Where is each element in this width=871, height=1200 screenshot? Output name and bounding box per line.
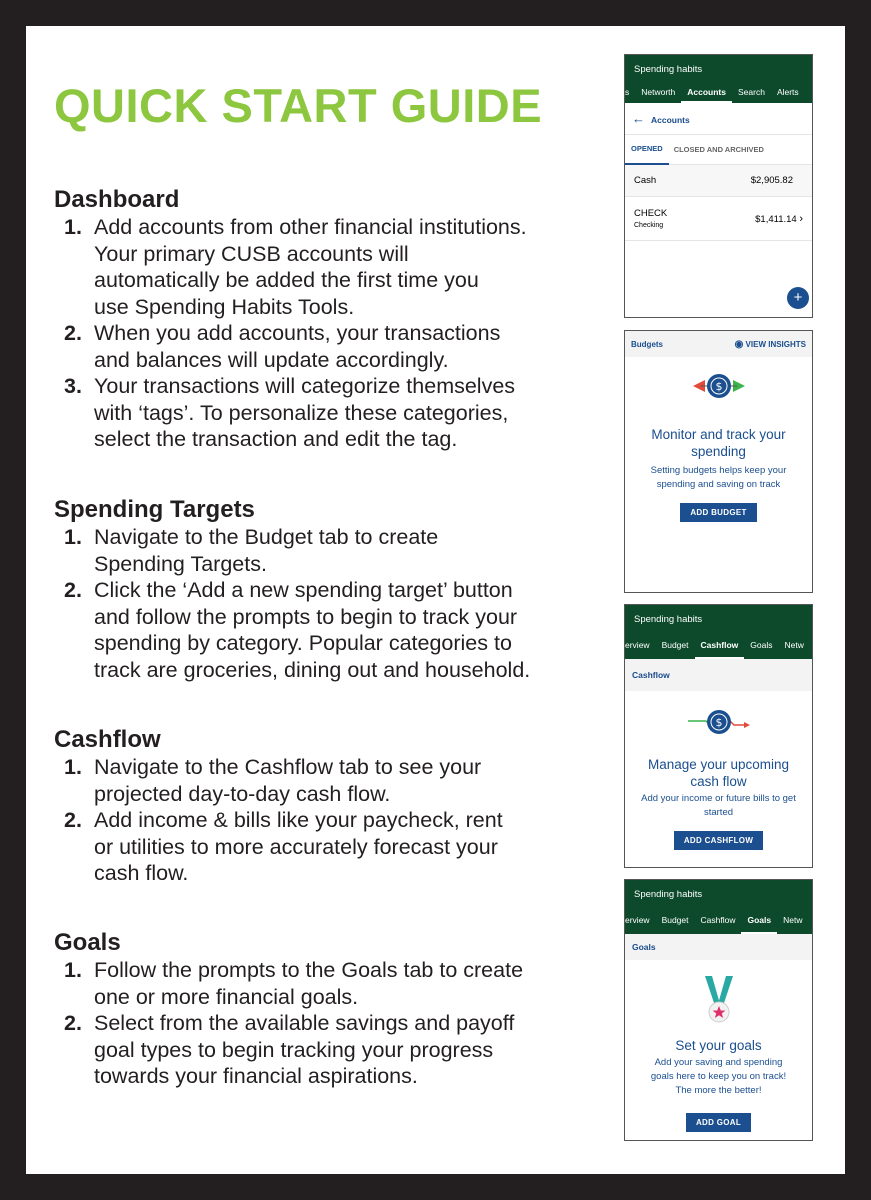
account-row[interactable]	[625, 165, 812, 197]
view-insights-link[interactable]: ◉ VIEW INSIGHTS	[734, 338, 806, 350]
step-item: 2. Add income & bills like your paycheck, rent or utilities to more accurately forecast your cash flow.	[64, 808, 503, 885]
accounts-header	[625, 103, 812, 135]
tab-goals[interactable]: Goals	[741, 906, 777, 934]
tab-alerts[interactable]: Alerts	[776, 87, 799, 97]
section-spending-targets	[54, 496, 614, 683]
add-budget-button[interactable]: ADD BUDGET	[680, 503, 756, 522]
tab-networth[interactable]: Networth	[641, 87, 676, 97]
quick-start-page	[26, 26, 845, 1174]
add-cashflow-button[interactable]: ADD CASHFLOW	[674, 831, 763, 850]
chevron-right-icon[interactable]: ›	[799, 212, 803, 225]
svg-text:$: $	[715, 380, 722, 393]
step-item: 1. Follow the prompts to the Goals tab to create one or more financial goals.	[64, 958, 524, 1009]
steps-list	[64, 524, 614, 683]
tab-overview[interactable]: erview	[625, 915, 650, 925]
add-goal-button[interactable]: ADD GOAL	[686, 1113, 751, 1132]
goals-empty-desc: Add your saving and spending goals here to keep you on track! The more the better!	[650, 1057, 787, 1096]
goals-subheader: Goals	[625, 934, 812, 960]
budgets-empty-title: Monitor and track your spending	[651, 427, 786, 459]
tab-bar	[625, 906, 812, 934]
account-type: Checking	[634, 221, 664, 229]
account-row[interactable]	[625, 197, 812, 241]
tab-search[interactable]: Search	[738, 87, 765, 97]
cashflow-empty-title: Manage your upcoming cash flow	[647, 757, 790, 789]
accounts-screenshot	[624, 54, 813, 318]
tab-opened[interactable]: OPENED	[625, 135, 669, 165]
guide-title: QUICK START GUIDE	[54, 79, 543, 132]
app-bar	[625, 55, 812, 103]
account-name: Cash	[634, 175, 657, 186]
step-item: 1. Navigate to the Budget tab to create Spending Targets.	[64, 525, 439, 576]
section-goals	[54, 929, 614, 1090]
step-item: 1. Navigate to the Cashflow tab to see your projected day-to-day cash flow.	[64, 755, 482, 806]
section-heading: Cashflow	[54, 726, 161, 753]
account-amount: $2,905.82	[750, 175, 793, 186]
budgets-screenshot	[624, 330, 813, 593]
app-bar	[625, 880, 812, 934]
budget-illustration-icon	[689, 371, 749, 401]
app-title: Spending habits	[634, 64, 703, 75]
add-account-fab[interactable]: +	[787, 287, 809, 309]
account-amount: $1,411.14	[755, 213, 797, 225]
goals-empty-title: Set your goals	[675, 1038, 762, 1053]
tab-bar	[625, 631, 812, 659]
tab-accounts[interactable]: Accounts	[681, 81, 732, 103]
tab-overview[interactable]: erview	[625, 640, 650, 650]
cashflow-empty-desc: Add your income or future bills to get started	[641, 793, 796, 818]
step-item: 2. When you add accounts, your transactions and balances will update accordingly.	[64, 321, 501, 372]
step-item: 1. Add accounts from other financial institutions. Your primary CUSB accounts will automatically be added the first time you use Spending Habits Tools.	[64, 215, 527, 319]
section-dashboard	[54, 186, 614, 453]
tab-overview[interactable]: s	[625, 87, 630, 97]
app-title: Spending habits	[634, 614, 703, 625]
steps-list	[64, 754, 614, 887]
svg-text:$: $	[715, 716, 722, 729]
section-cashflow	[54, 726, 614, 887]
cashflow-illustration-icon	[684, 707, 754, 737]
step-item: 2. Select from the available savings and payoff goal types to begin tracking your progress towards your financial aspirations.	[64, 1011, 515, 1088]
tab-cashflow[interactable]: Cashflow	[695, 631, 745, 659]
account-name: CHECK	[634, 207, 668, 219]
cashflow-subheader: Cashflow	[625, 659, 812, 691]
account-filter-tabs	[625, 135, 812, 165]
tab-goals[interactable]: Goals	[750, 640, 773, 650]
tab-closed-archived[interactable]: CLOSED AND ARCHIVED	[673, 145, 764, 154]
accounts-title: Accounts	[651, 115, 690, 125]
budgets-empty-desc: Setting budgets helps keep your spending and saving on track	[650, 465, 787, 490]
budgets-header	[625, 331, 812, 357]
medal-icon	[699, 974, 739, 1024]
step-item: 3. Your transactions will categorize themselves with ‘tags’. To personalize these categories, select the transaction and edit the tag.	[64, 374, 516, 451]
steps-list	[64, 214, 614, 453]
step-item: 2. Click the ‘Add a new spending target’ button and follow the prompts to begin to track your spending by category. Popular categories to track are groceries, dining out and household.	[64, 578, 531, 682]
goals-screenshot	[624, 879, 813, 1141]
budgets-title: Budgets	[631, 339, 663, 349]
tab-cashflow[interactable]: Cashflow	[700, 915, 736, 925]
app-title: Spending habits	[634, 889, 703, 900]
section-heading: Goals	[54, 929, 121, 956]
tab-budget[interactable]: Budget	[661, 640, 689, 650]
tab-bar	[625, 81, 812, 103]
eye-icon: ◉	[734, 338, 744, 350]
steps-list	[64, 957, 614, 1090]
cashflow-screenshot	[624, 604, 813, 868]
section-heading: Spending Targets	[54, 496, 255, 523]
app-bar	[625, 605, 812, 659]
back-arrow-icon[interactable]: ←	[632, 111, 645, 126]
tab-networth[interactable]: Netw	[783, 915, 803, 925]
section-heading: Dashboard	[54, 186, 180, 213]
tab-networth[interactable]: Netw	[784, 640, 804, 650]
tab-budget[interactable]: Budget	[661, 915, 689, 925]
